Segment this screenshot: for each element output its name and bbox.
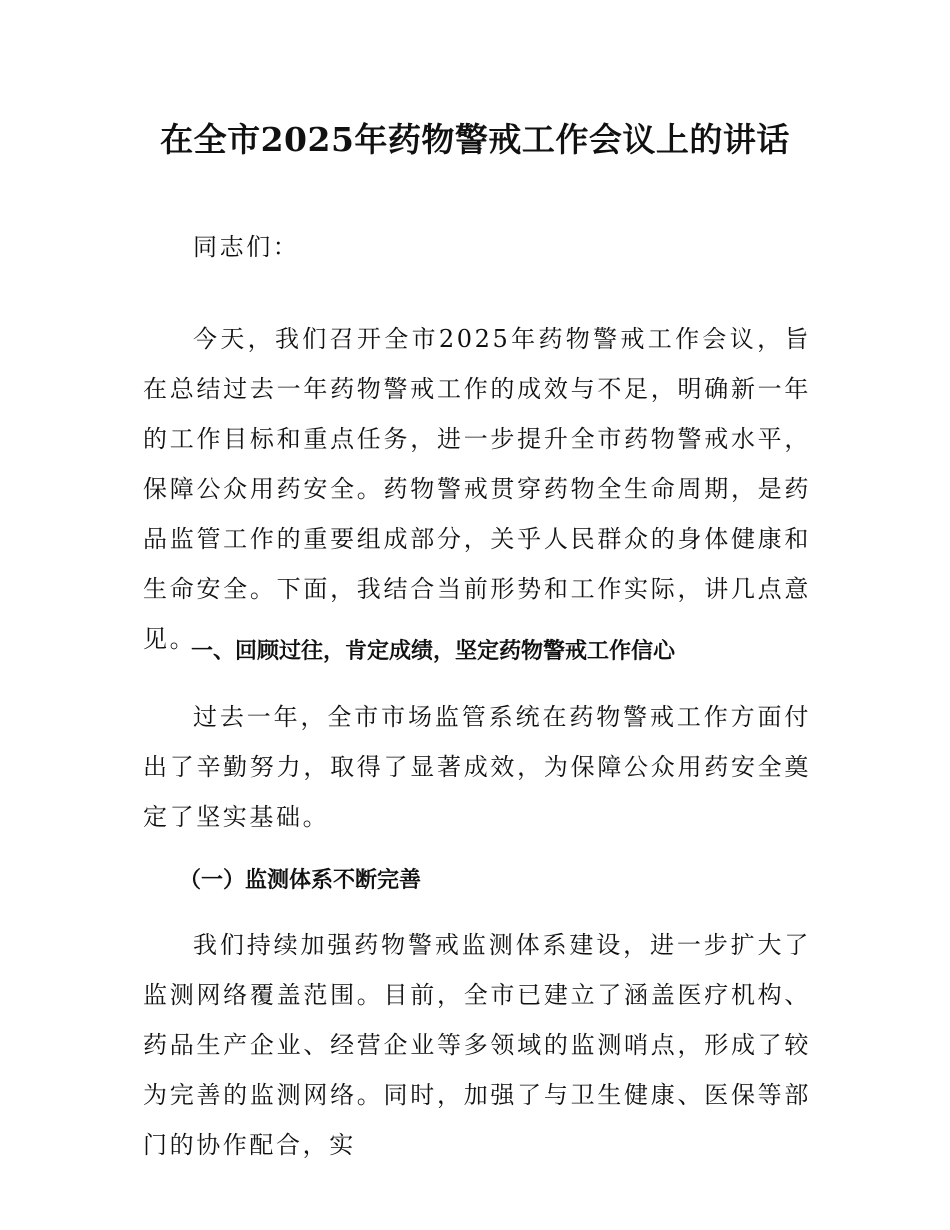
subsection-1-heading: （一）监测体系不断完善 xyxy=(179,868,422,893)
section-1-paragraph: 过去一年，全市市场监管系统在药物警戒工作方面付出了辛勤努力，取得了显著成效，为保障公众用药安全奠定了坚实基础。 xyxy=(143,703,811,831)
section-1-heading: 一、回顾过往，肯定成绩，坚定药物警戒工作信心 xyxy=(191,639,676,664)
intro-paragraph: 今天，我们召开全市2025年药物警戒工作会议，旨在总结过去一年药物警戒工作的成效与不足，明确新一年的工作目标和重点任务，进一步提升全市药物警戒水平，保障公众用药安全。药物警戒贯穿药物全生命周期，是药品监管工作的重要组成部分，关乎人民群众的身体健康和生命安全。下面，我结合当前形势和工作实际，讲几点意见。 xyxy=(143,325,811,653)
document-title: 在全市2025年药物警戒工作会议上的讲话 xyxy=(160,120,790,159)
greeting-paragraph: 同志们： xyxy=(193,233,300,261)
subsection-1-paragraph: 我们持续加强药物警戒监测体系建设，进一步扩大了监测网络覆盖范围。目前，全市已建立了涵盖医疗机构、药品生产企业、经营企业等多领域的监测哨点，形成了较为完善的监测网络。同时，加强了与卫生健康、医保等部门的协作配合，实 xyxy=(143,931,811,1159)
